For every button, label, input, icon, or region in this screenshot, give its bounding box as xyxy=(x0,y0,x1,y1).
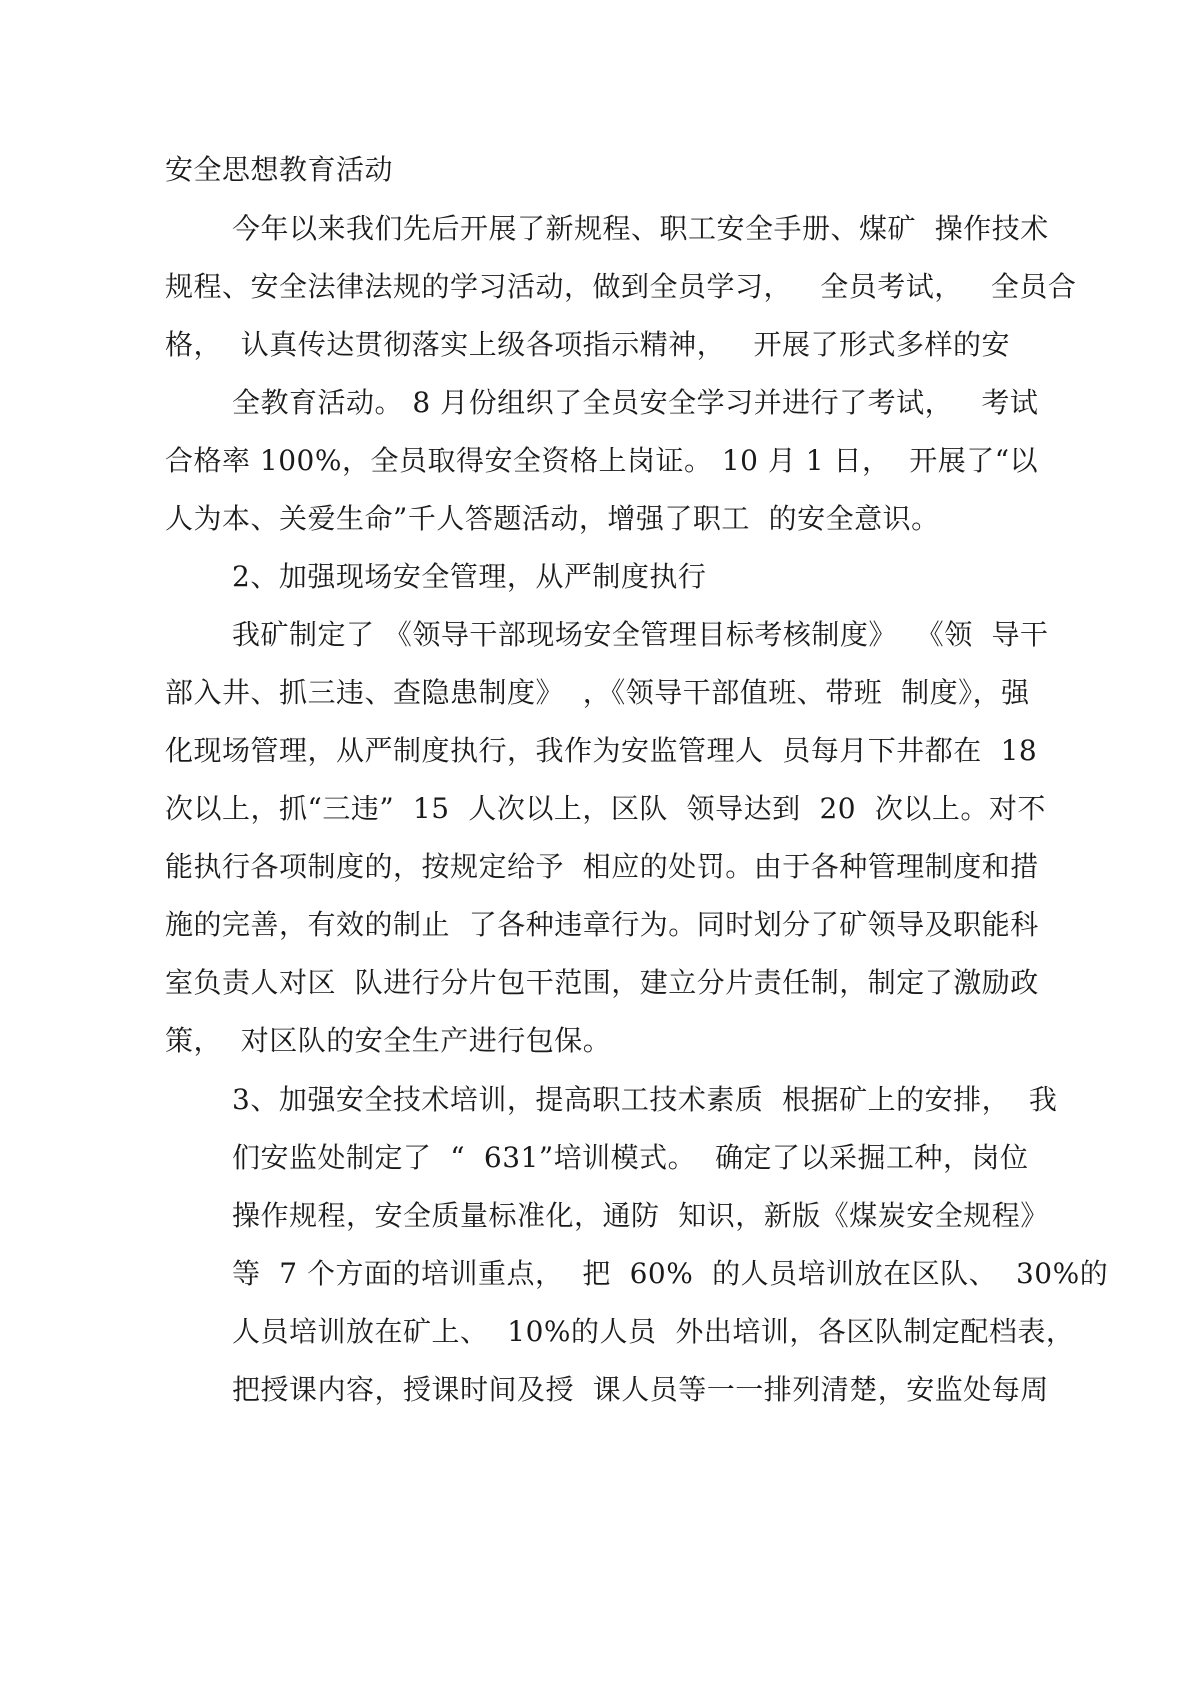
paragraph-line: 合格率 100%，全员取得安全资格上岗证。 10 月 1 日， 开展了“以 xyxy=(165,444,1039,477)
paragraph-line: 今年以来我们先后开展了新规程、职工安全手册、煤矿 操作技术 xyxy=(232,212,1049,245)
paragraph-line: 们安监处制定了 “ 631”培训模式。 确定了以采掘工种，岗位 xyxy=(232,1141,1029,1174)
paragraph-line: 等 7 个方面的培训重点， 把 60% 的人员培训放在区队、 30%的 xyxy=(232,1257,1109,1290)
paragraph-line: 人为本、关爱生命”千人答题活动，增强了职工 的安全意识。 xyxy=(165,502,940,535)
paragraph-line: 规程、安全法律法规的学习活动，做到全员学习， 全员考试， 全员合 xyxy=(165,270,1077,303)
paragraph-line: 人员培训放在矿上、 10%的人员 外出培训，各区队制定配档表， xyxy=(232,1315,1075,1348)
paragraph-line: 格， 认真传达贯彻落实上级各项指示精神， 开展了形式多样的安 xyxy=(165,328,1011,361)
paragraph-line: 全教育活动。 8 月份组织了全员安全学习并进行了考试， 考试 xyxy=(232,386,1039,419)
subsection-heading: 3、加强安全技术培训，提高职工技术素质 根据矿上的安排， 我 xyxy=(232,1083,1058,1116)
paragraph-line: 部入井、抓三违、查隐患制度》 ，《领导干部值班、带班 制度》，强 xyxy=(165,676,1030,709)
paragraph-line: 化现场管理，从严制度执行，我作为安监管理人 员每月下井都在 18 xyxy=(165,734,1038,767)
paragraph-line: 次以上，抓“三违” 15 人次以上，区队 领导达到 20 次以上。对不 xyxy=(165,792,1046,825)
paragraph-line: 把授课内容，授课时间及授 课人员等一一排列清楚，安监处每周 xyxy=(232,1373,1049,1406)
paragraph-line: 施的完善，有效的制止 了各种违章行为。同时划分了矿领导及职能科 xyxy=(165,908,1039,941)
paragraph-line: 我矿制定了 《领导干部现场安全管理目标考核制度》 《领 导干 xyxy=(232,618,1049,651)
paragraph-line: 室负责人对区 队进行分片包干范围，建立分片责任制，制定了激励政 xyxy=(165,966,1039,999)
paragraph-line: 策， 对区队的安全生产进行包保。 xyxy=(165,1024,612,1057)
paragraph-line: 能执行各项制度的，按规定给予 相应的处罚。由于各种管理制度和措 xyxy=(165,850,1039,883)
paragraph-line: 操作规程，安全质量标准化，通防 知识，新版《煤炭安全规程》 xyxy=(232,1199,1049,1232)
subsection-heading: 2、加强现场安全管理，从严制度执行 xyxy=(232,560,707,593)
section-heading: 安全思想教育活动 xyxy=(165,153,394,186)
